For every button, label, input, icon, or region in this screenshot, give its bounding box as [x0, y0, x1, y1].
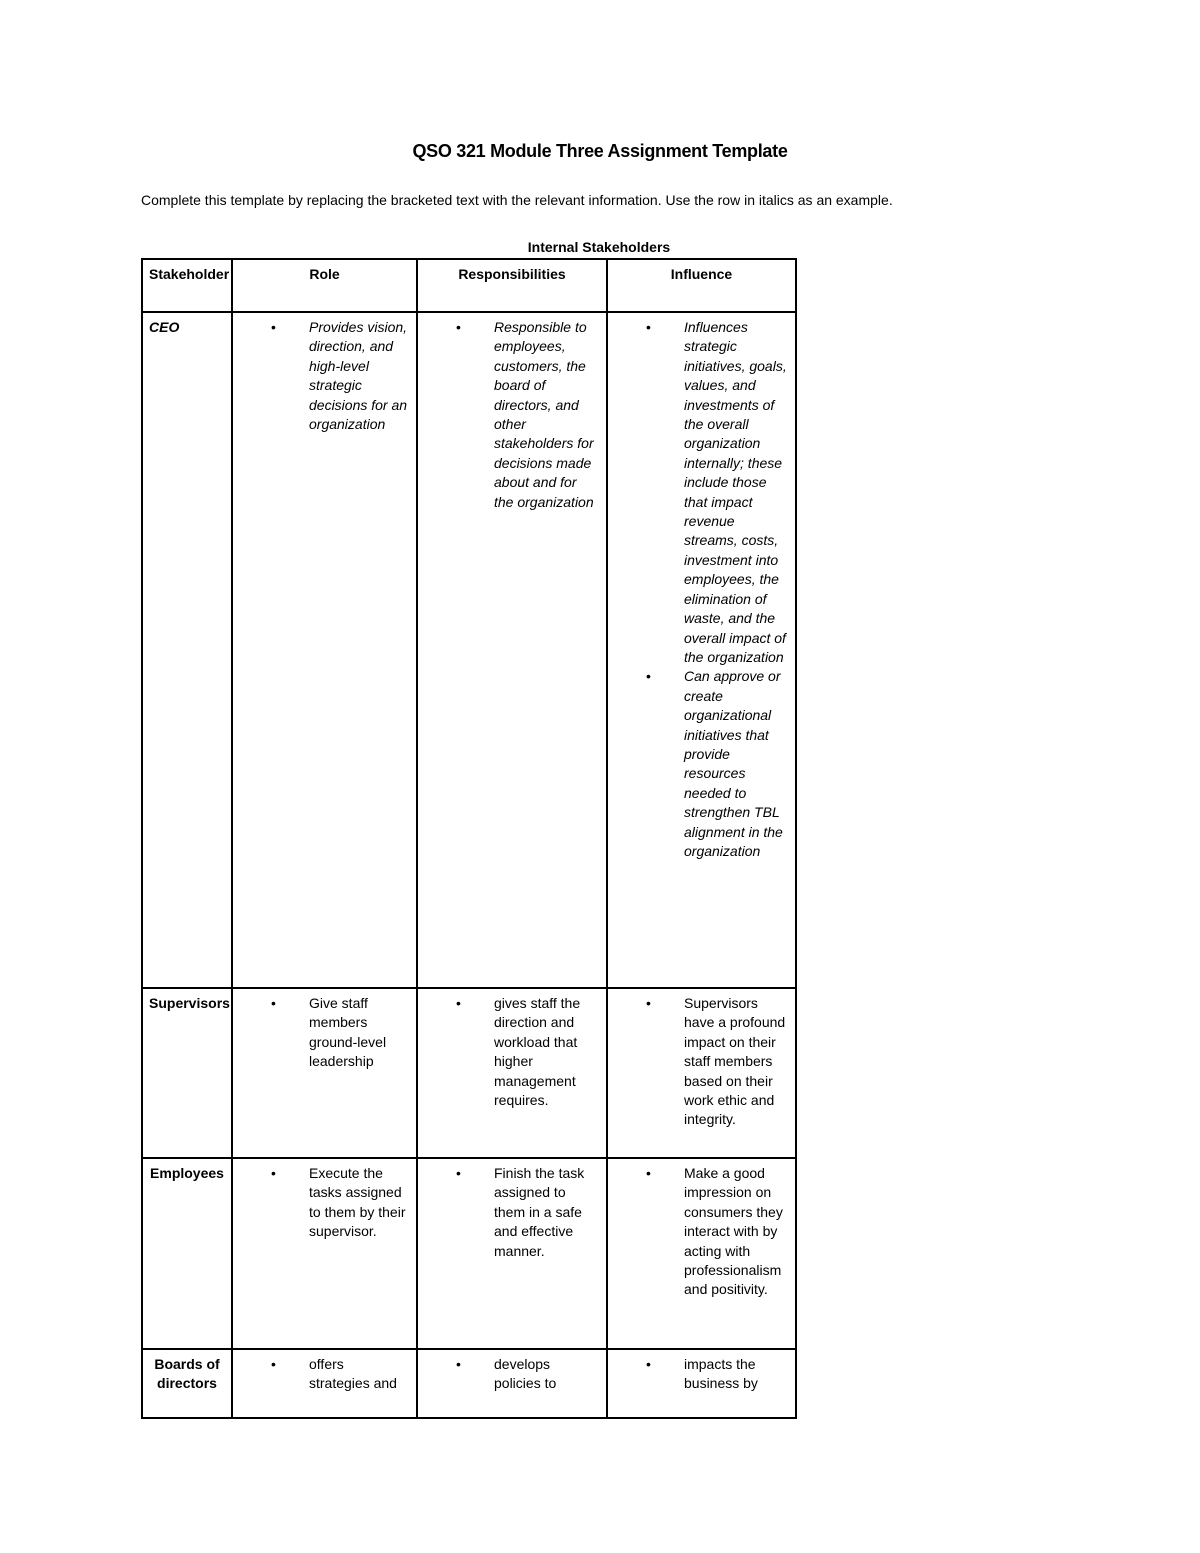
list-item [614, 318, 789, 667]
list-item [424, 318, 600, 512]
influence-cell [607, 1158, 796, 1349]
list-item [614, 667, 789, 861]
responsibilities-cell [417, 312, 607, 988]
table-row-employees [142, 1158, 796, 1349]
list-item [239, 318, 410, 434]
bullet-icon: • [646, 668, 651, 685]
stakeholder-name: Boards of directors [142, 1349, 232, 1418]
bullet-icon: • [646, 995, 651, 1011]
header-stakeholder: Stakeholder [142, 259, 232, 312]
bullet-icon: • [456, 1165, 461, 1181]
responsibilities-list [424, 994, 600, 1110]
bullet-icon: • [271, 1356, 276, 1372]
table-row-ceo [142, 312, 796, 988]
responsibilities-list [424, 318, 600, 512]
list-item [239, 1164, 410, 1242]
influence-cell [607, 1349, 796, 1418]
table-caption: Internal Stakeholders [527, 239, 671, 255]
responsibilities-list [424, 1164, 600, 1261]
stakeholder-name: Employees [142, 1158, 232, 1349]
list-item-text: offers strategies and [309, 1356, 397, 1392]
list-item [239, 1355, 410, 1394]
influence-list [614, 1164, 789, 1300]
role-cell [232, 1349, 417, 1418]
influence-cell [607, 312, 796, 988]
list-item-text: Provides vision, direction, and high-level strategic decisions for an organization [309, 319, 408, 433]
bullet-icon: • [271, 319, 276, 335]
list-item [614, 994, 789, 1130]
bullet-icon: • [646, 1165, 651, 1181]
bullet-icon: • [646, 319, 651, 335]
list-item [424, 1355, 600, 1394]
list-item-text: Execute the tasks assigned to them by their supervisor. [309, 1165, 406, 1240]
list-item-text: impacts the business by [684, 1356, 758, 1392]
list-item-text: Can approve or create organizational initiatives that provide resources needed to strengthen TBL alignment in the organization [684, 668, 783, 859]
header-influence: Influence [607, 259, 796, 312]
list-item-text: Responsible to employees, customers, the board of directors, and other stakeholders for decisions made about and for the organization [494, 319, 594, 510]
role-list [239, 994, 410, 1072]
list-item-text: Give staff members ground-level leadership [309, 995, 387, 1070]
bullet-icon: • [456, 319, 461, 335]
table-header-row [142, 259, 796, 312]
responsibilities-list [424, 1355, 600, 1394]
influence-cell [607, 988, 796, 1158]
role-list [239, 318, 410, 434]
stakeholders-table [141, 258, 797, 1419]
list-item [424, 994, 600, 1110]
role-cell [232, 1158, 417, 1349]
table-row-boards-of-directors [142, 1349, 796, 1418]
influence-list [614, 1355, 789, 1394]
bullet-icon: • [456, 995, 461, 1011]
list-item [424, 1164, 600, 1261]
list-item [614, 1164, 789, 1300]
bullet-icon: • [456, 1356, 461, 1372]
instructions-text: Complete this template by replacing the bracketed text with the relevant information. Use the row in italics as an example. [141, 192, 893, 208]
stakeholder-name: Supervisors [142, 988, 232, 1158]
table-row-supervisors [142, 988, 796, 1158]
role-cell [232, 988, 417, 1158]
influence-list [614, 994, 789, 1130]
list-item [614, 1355, 789, 1394]
responsibilities-cell [417, 1158, 607, 1349]
responsibilities-cell [417, 988, 607, 1158]
list-item-text: develops policies to [494, 1356, 557, 1392]
bullet-icon: • [271, 995, 276, 1011]
list-item-text: Make a good impression on consumers they interact with by acting with professionalism and positivity. [684, 1165, 783, 1298]
document-title: QSO 321 Module Three Assignment Template [412, 141, 788, 161]
role-cell [232, 312, 417, 988]
list-item-text: Supervisors have a profound impact on their staff members based on their work ethic and integrity. [684, 995, 786, 1128]
list-item [239, 994, 410, 1072]
bullet-icon: • [271, 1165, 276, 1181]
list-item-text: Influences strategic initiatives, goals, values, and investments of the overall organization internally; these include those that impact revenue streams, costs, investment into employees, the elimination of waste, and the overall impact of the organization [684, 319, 787, 665]
role-list [239, 1355, 410, 1394]
role-list [239, 1164, 410, 1242]
list-item-text: Finish the task assigned to them in a safe and effective manner. [494, 1165, 585, 1259]
list-item-text: gives staff the direction and workload that higher management requires. [494, 995, 581, 1109]
bullet-icon: • [646, 1356, 651, 1372]
responsibilities-cell [417, 1349, 607, 1418]
influence-list [614, 318, 789, 861]
header-responsibilities: Responsibilities [417, 259, 607, 312]
stakeholder-name: CEO [142, 312, 232, 988]
header-role: Role [232, 259, 417, 312]
